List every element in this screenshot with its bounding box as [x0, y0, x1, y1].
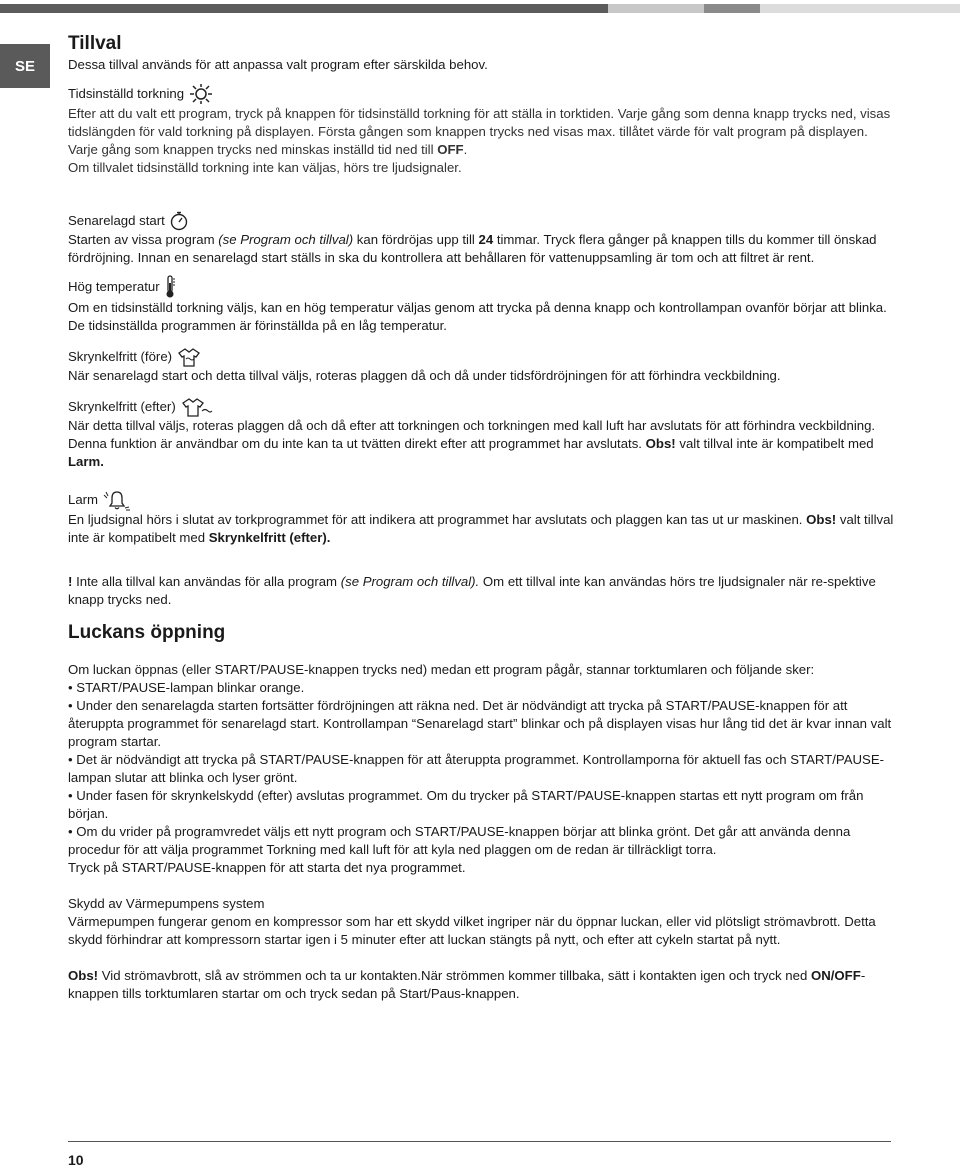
- options-title: Tillval: [68, 33, 122, 54]
- heatpump-text: Värmepumpen fungerar genom en kompressor som har ett skydd vilket ingriper när du öppnar luckan, eller vid plötsligt strömavbrott. Detta skydd förhindrar att kompressorn startar igen i 5 minuter efter att luckan stängts på nytt, och efter att cykeln startat på nytt.: [68, 914, 876, 947]
- delay-start-title: Senarelagd start: [68, 213, 165, 228]
- stopwatch-icon: [169, 211, 189, 231]
- wrinkle-after-text: När detta tillval väljs, roteras plaggen då och då efter att torkningen och torkningen med kall luft har avslutats för att förhindra veckbildning. Denna funktion är användbar om du inte kan ta ut tvätten direkt efter att programmet har avslutats. Obs! valt tillval inte är kompatibelt med Larm.: [68, 418, 876, 469]
- thermometer-icon: [164, 275, 176, 299]
- options-note: ! Inte alla tillval kan användas för alla program (se Program och tillval). Om ett tillval inte kan användas hörs tre ljudsignaler när re-spektive knapp trycks ned.: [68, 574, 876, 607]
- delay-start-text: Starten av vissa program (se Program och tillval) kan fördröjas upp till 24 timmar. Tryck flera gånger på knappen tills du kommer till önskad fördröjning. Innan en senarelagd start ställs in ska du kontrollera att behållaren för vattenuppsamling är tom och att filtret är rent.: [68, 232, 877, 265]
- section-timed-drying: [68, 83, 898, 177]
- timed-drying-text2: Om tillvalet tidsinställd torkning inte kan väljas, hörs tre ljudsignaler.: [68, 160, 462, 175]
- heatpump-title: Skydd av Värmepumpens system: [68, 896, 265, 911]
- high-temp-title: Hög temperatur: [68, 279, 160, 294]
- wrinkle-before-title: Skrynkelfritt (före): [68, 349, 173, 364]
- door-bullet-list: [68, 679, 898, 859]
- list-item: • Under fasen för skrynkelskydd (efter) avslutas programmet. Om du trycker på START/PAUSE-knappen startas ett nytt program om från början.: [68, 788, 864, 821]
- alarm-title: Larm: [68, 492, 99, 507]
- door-intro: Om luckan öppnas (eller START/PAUSE-knappen trycks ned) medan ett program pågår, stannar torktumlaren och följande sker:: [68, 662, 815, 677]
- list-item: • Under den senarelagda starten fortsätter fördröjningen att räkna ned. Det är nödvändigt att trycka på START/PAUSE-knappen för att återuppta programmet för senarelagd start. Kontrollampan “Senarelagd start” blinkar och på displayen visas hur lång tid det är kvar innan valt program startar.: [68, 698, 892, 749]
- page-number: 10: [68, 1152, 84, 1168]
- top-color-bar: [0, 4, 960, 13]
- section-alarm: [68, 489, 898, 547]
- shirt-wrinkle-after-icon: [180, 397, 214, 417]
- main-content: [68, 32, 898, 1003]
- timed-drying-title: Tidsinställd torkning: [68, 86, 185, 101]
- list-item: • Det är nödvändigt att trycka på START/PAUSE-knappen för att återuppta programmet. Kontrollamporna för aktuell fas och START/PAUSE-lampan slutar att blinka och lyser grönt.: [68, 752, 885, 785]
- list-item: • Om du vrider på programvredet väljs ett nytt program och START/PAUSE-knappen börjar att blinka grönt. Det går att använda denna procedur för att välja programmet Torkning med kall luft för att kyla ned plaggen om de redan är tillräckligt torra.: [68, 824, 851, 857]
- section-delay-start: [68, 211, 898, 267]
- high-temp-text: Om en tidsinställd torkning väljs, kan en hög temperatur väljas genom att trycka på denna knapp och kontrollampan ovanför börjar att blinka. De tidsinställda programmen är förinställda på en låg temperatur.: [68, 300, 887, 333]
- timed-drying-text: Efter att du valt ett program, tryck på knappen för tidsinställd torkning för att ställa in torktiden. Varje gång som denna knapp trycks ned, visas tidslängden för vald torkning på displayen. Första gången som knappen trycks ned visas max. tillåtet värde för valt program på displayen. Varje gång som knappen trycks ned minskas inställd tid ned till OFF.: [68, 106, 891, 157]
- bell-icon: [102, 489, 132, 511]
- door-title: Luckans öppning: [68, 622, 226, 643]
- language-tab: SE: [0, 44, 50, 88]
- sun-icon: [188, 83, 214, 105]
- wrinkle-after-title: Skrynkelfritt (efter): [68, 399, 176, 414]
- footer-divider: [68, 1141, 891, 1142]
- alarm-text: En ljudsignal hörs i slutat av torkprogrammet för att indikera att programmet har avslutats och plaggen kan tas ut ur maskinen. Obs! valt tillval inte är kompatibelt med Skrynkelfritt (efter).: [68, 512, 894, 545]
- wrinkle-before-text: När senarelagd start och detta tillval väljs, roteras plaggen då och då under tidsfördröjningen för att förhindra veckbildning.: [68, 368, 781, 383]
- door-tail: Tryck på START/PAUSE-knappen för att starta det nya programmet.: [68, 860, 466, 875]
- section-wrinkle-after: [68, 397, 898, 471]
- list-item: • START/PAUSE-lampan blinkar orange.: [68, 680, 305, 695]
- power-outage-note: Obs! Vid strömavbrott, slå av strömmen och ta ur kontakten.När strömmen kommer tillbaka, sätt i kontakten igen och tryck ned ON/OFF-knappen tills torktumlaren startar om och tryck sedan på Start/Paus-knappen.: [68, 968, 866, 1001]
- section-high-temp: [68, 275, 898, 335]
- shirt-wrinkle-icon: [176, 347, 204, 367]
- options-intro: Dessa tillval används för att anpassa valt program efter särskilda behov.: [68, 57, 488, 72]
- section-wrinkle-before: [68, 347, 898, 385]
